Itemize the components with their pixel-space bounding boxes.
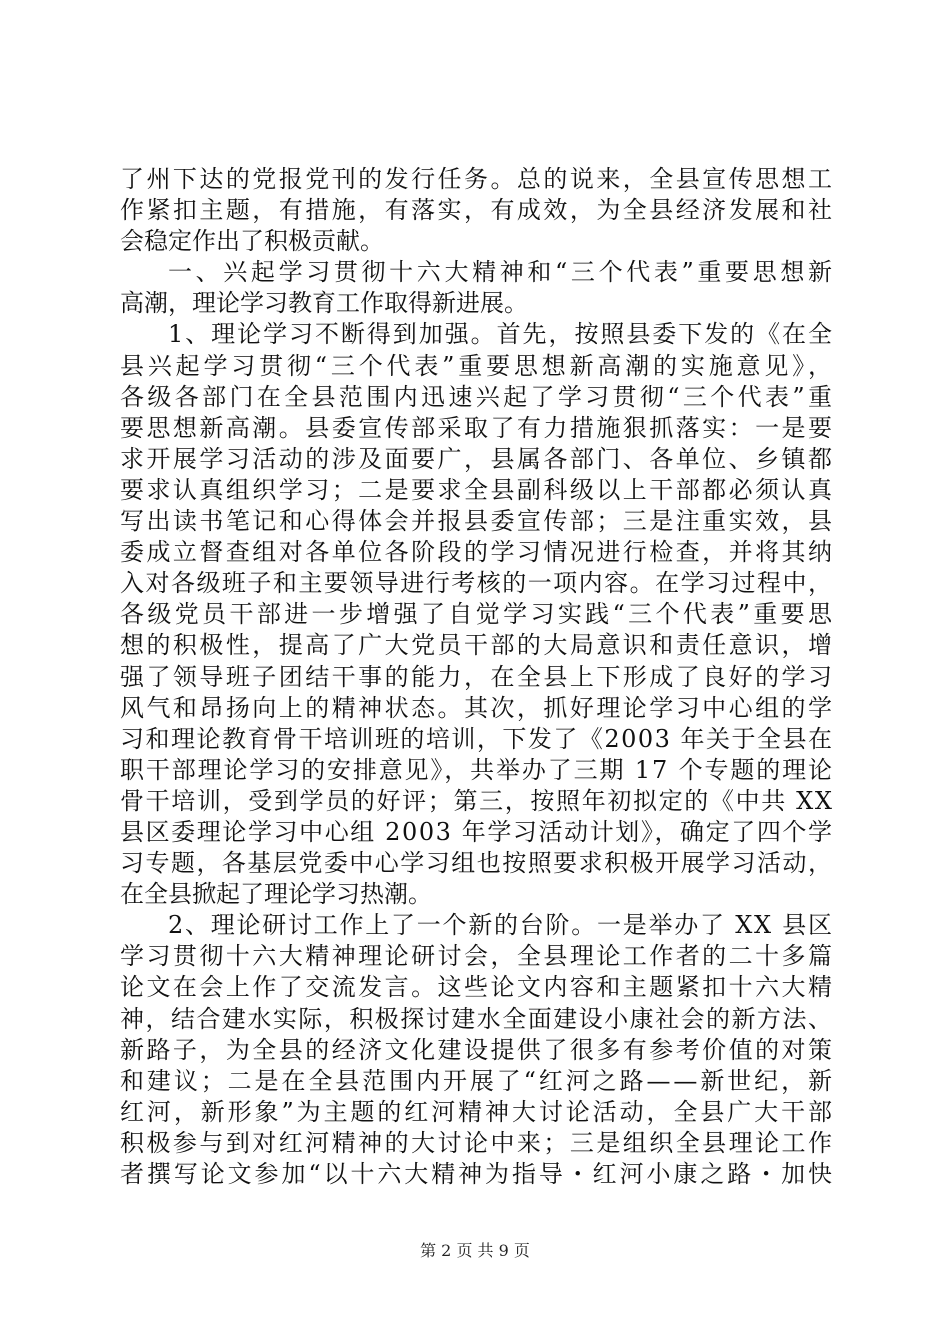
text-line: 1、理论学习不断得到加强。首先，按照县委下发的《在全 (168, 320, 834, 349)
text-line: 神，结合建水实际，积极探讨建水全面建设小康社会的新方法、 (120, 1004, 834, 1033)
text-line: 2、理论研讨工作上了一个新的台阶。一是举办了 XX 县区 (168, 911, 834, 940)
text-line: 积极参与到对红河精神的大讨论中来；三是组织全县理论工作 (120, 1128, 835, 1157)
text-line: 县区委理论学习中心组 2003 年学习活动计划》，确定了四个学 (120, 817, 834, 846)
text-line: 风气和昂扬向上的精神状态。其次，抓好理论学习中心组的学 (120, 693, 835, 722)
text-line: 各级各部门在全县范围内迅速兴起了学习贯彻“三个代表”重 (120, 382, 836, 411)
text-line: 一、兴起学习贯彻十六大精神和“三个代表”重要思想新 (168, 258, 836, 287)
text-line: 县兴起学习贯彻“三个代表”重要思想新高潮的实施意见》， (120, 351, 836, 380)
page-footer: 第 2 页 共 9 页 (420, 1241, 530, 1260)
body-text (120, 164, 836, 1190)
text-line: 职干部理论学习的安排意见》，共举办了三期 17 个专题的理论 (120, 755, 834, 784)
text-line: 入对各级班子和主要领导进行考核的一项内容。在学习过程中， (120, 569, 834, 598)
text-line: 想的积极性，提高了广大党员干部的大局意识和责任意识，增 (120, 631, 835, 660)
text-line: 了州下达的党报党刊的发行任务。总的说来，全县宣传思想工 (120, 165, 835, 193)
text-line: 高潮，理论学习教育工作取得新进展。 (120, 289, 528, 318)
text-line: 求开展学习活动的涉及面要广，县属各部门、各单位、乡镇都 (120, 444, 835, 473)
text-line: 写出读书笔记和心得体会并报县委宣传部；三是注重实效，县 (120, 507, 835, 536)
text-line: 各级党员干部进一步增强了自觉学习实践“三个代表”重要思 (120, 600, 836, 629)
text-line: 新路子，为全县的经济文化建设提供了很多有参考价值的对策 (120, 1035, 835, 1064)
text-line: 要思想新高潮。县委宣传部采取了有力措施狠抓落实：一是要 (120, 413, 835, 442)
text-line: 习专题，各基层党委中心学习组也按照要求积极开展学习活动， (120, 849, 834, 878)
text-line: 委成立督查组对各单位各阶段的学习情况进行检查，并将其纳 (120, 538, 835, 567)
text-line: 者撰写论文参加“以十六大精神为指导・红河小康之路・加快 (120, 1160, 835, 1188)
text-line: 红河，新形象”为主题的红河精神大讨论活动，全县广大干部 (120, 1097, 835, 1126)
text-line: 作紧扣主题，有措施，有落实，有成效，为全县经济发展和社 (120, 196, 835, 225)
text-line: 论文在会上作了交流发言。这些论文内容和主题紧扣十六大精 (120, 973, 835, 1002)
text-line: 在全县掀起了理论学习热潮。 (120, 880, 432, 909)
text-line: 会稳定作出了积极贡献。 (120, 227, 384, 256)
text-line: 强了领导班子团结干事的能力，在全县上下形成了良好的学习 (120, 662, 835, 691)
text-line: 和建议；二是在全县范围内开展了“红河之路——新世纪，新 (120, 1066, 835, 1095)
text-line: 习和理论教育骨干培训班的培训，下发了《2003 年关于全县在 (120, 724, 834, 753)
text-line: 骨干培训，受到学员的好评；第三，按照年初拟定的《中共 XX (120, 786, 834, 815)
text-line: 学习贯彻十六大精神理论研讨会，全县理论工作者的二十多篇 (120, 942, 835, 971)
text-line: 要求认真组织学习；二是要求全县副科级以上干部都必须认真 (120, 475, 835, 504)
